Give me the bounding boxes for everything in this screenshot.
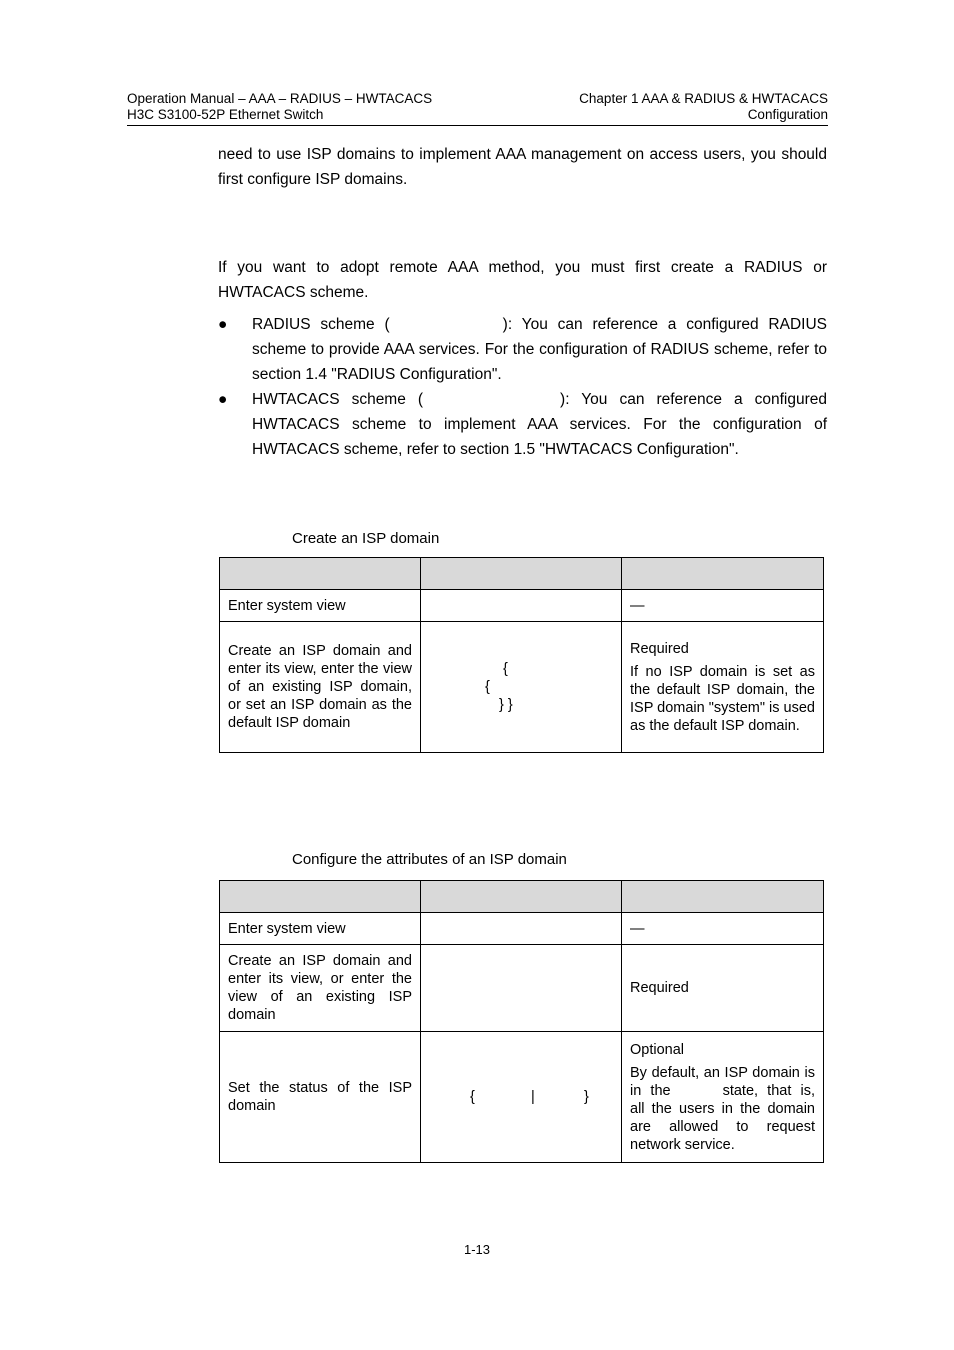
remark-cell [622,1032,824,1163]
remark-cell: — [622,913,824,945]
command-brace: { [503,661,508,677]
bullet-hwtacacs-scheme [218,387,827,462]
bullet-icon: ● [218,316,228,333]
operation-cell: Enter system view [220,913,421,945]
remark-optional: Optional [630,1041,685,1058]
bullet-prefix: RADIUS scheme ( [252,316,390,333]
table-row [220,590,824,622]
operation-cell: Create an ISP domain and enter its view, enter the view of an existing ISP domain, or set an ISP domain as the default ISP domain [220,622,421,753]
remark-detail: By default, an ISP domain is in the state, that is, all the users in the domain are allowed to request network service. [630,1064,815,1153]
page-number: 1-13 [463,1242,491,1257]
remark-cell: — [622,590,824,622]
operation-cell: Enter system view [220,590,421,622]
remark-detail: If no ISP domain is set as the default ISP domain, the ISP domain "system" is used as the default ISP domain. [630,663,815,734]
header-cell [220,881,421,913]
operation-cell: Set the status of the ISP domain [220,1032,421,1163]
intro-paragraph: need to use ISP domains to implement AAA management on access users, you should first configure ISP domains. [218,146,827,188]
command-brace: { [470,1089,475,1105]
isp-domain-attributes-table [219,880,824,1163]
manual-title: Operation Manual – AAA – RADIUS – HWTACACS [127,91,433,106]
table-row [220,622,824,753]
remark-cell: Required [622,945,824,1032]
command-cell [421,590,622,622]
table1-caption: Create an ISP domain [292,530,440,547]
command-separator: | [531,1089,535,1105]
command-brace: } [584,1089,589,1105]
page-header [127,91,828,126]
create-isp-domain-table [219,557,824,753]
bullet-text: ): You can reference a configured RADIUS scheme to provide AAA services. For the configuration of RADIUS scheme, refer to section 1.4 "RADIUS Configuration". [252,316,827,383]
scheme-bullet-list [218,312,827,462]
command-brace: } } [499,697,513,713]
bullet-icon: ● [218,391,228,408]
command-cell [421,1032,622,1163]
remote-aaa-paragraph: If you want to adopt remote AAA method, you must first create a RADIUS or HWTACACS scheme. [218,259,827,301]
table-row [220,945,824,1032]
table-row [220,1032,824,1163]
bullet-prefix: HWTACACS scheme ( [252,391,424,408]
command-brace: { [485,679,490,695]
remark-required: Required [630,640,689,657]
operation-cell: Create an ISP domain and enter its view, or enter the view of an existing ISP domain [220,945,421,1032]
table-header-row [220,558,824,590]
product-name: H3C S3100-52P Ethernet Switch [127,107,324,122]
bullet-text: ): You can reference a configured HWTACACS scheme to implement AAA services. For the configuration of HWTACACS scheme, refer to section 1.5 "HWTACACS Configuration". [252,391,828,458]
header-cell [622,881,824,913]
table-row [220,913,824,945]
command-cell [421,945,622,1032]
header-cell [622,558,824,590]
header-cell [421,881,622,913]
section-name: Configuration [747,107,828,122]
header-cell [421,558,622,590]
table-header-row [220,881,824,913]
command-cell [421,622,622,753]
remark-cell [622,622,824,753]
table2-caption: Configure the attributes of an ISP domain [292,851,567,868]
command-cell [421,913,622,945]
chapter-title: Chapter 1 AAA & RADIUS & HWTACACS [579,91,828,106]
header-right [579,91,828,123]
bullet-radius-scheme [218,312,827,387]
header-cell [220,558,421,590]
header-left [127,91,432,123]
